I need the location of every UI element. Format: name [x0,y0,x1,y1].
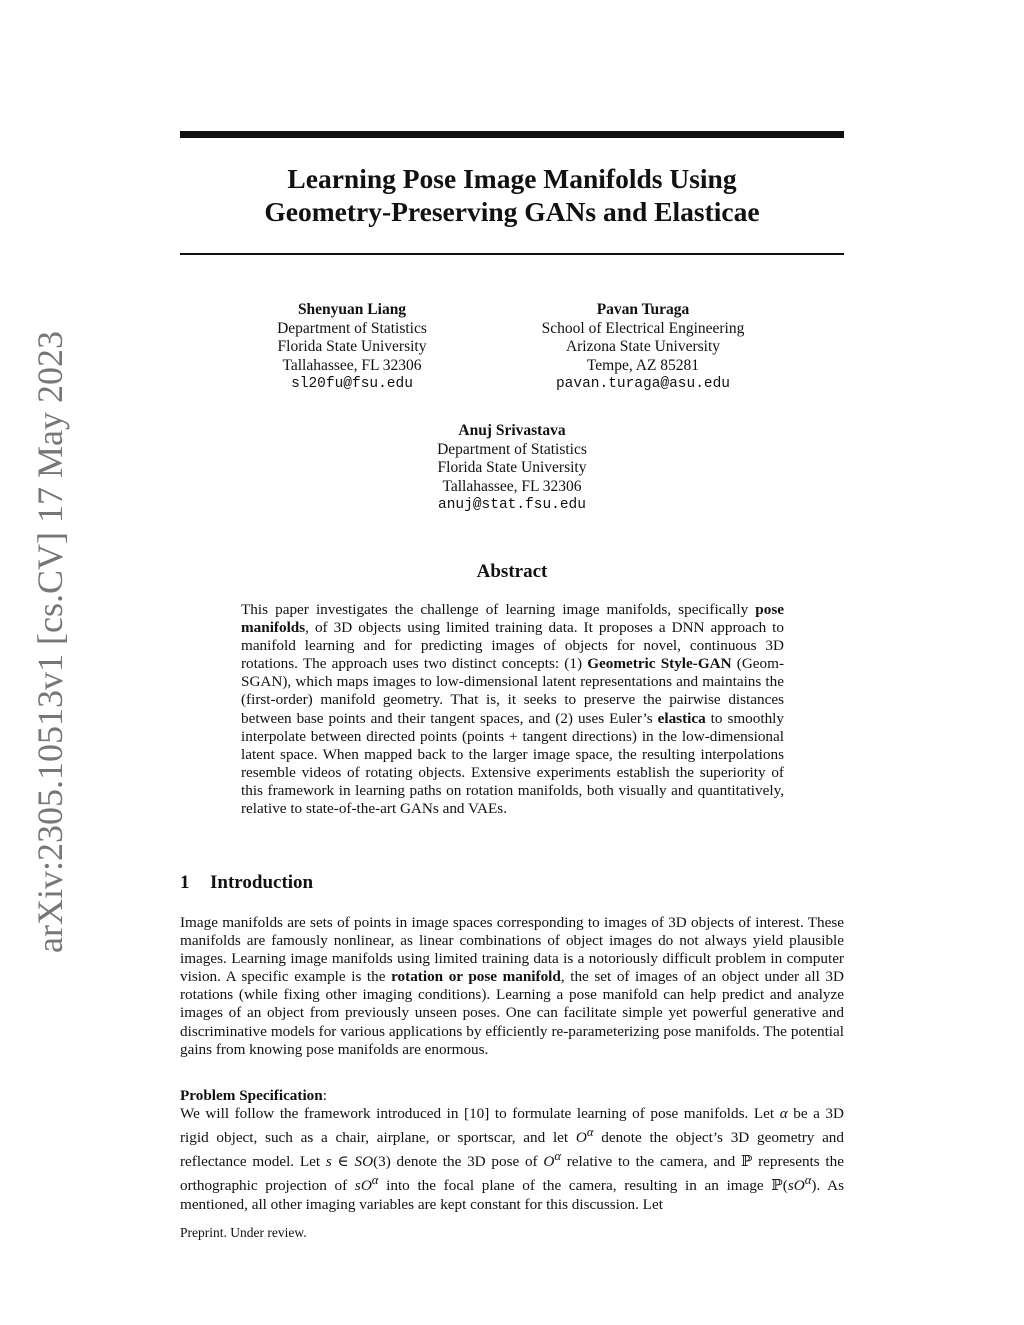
author-email: sl20fu@fsu.edu [291,376,413,392]
math-symbol: O [793,1177,805,1195]
introduction-paragraph [180,914,844,1059]
section-heading-introduction [180,872,313,894]
math-superscript: α [371,1173,379,1188]
paper-title [180,162,844,228]
math-symbol: O [360,1177,372,1195]
problem-heading-text: Problem Specification [180,1087,323,1104]
math-symbol: s [325,1153,332,1171]
author-location: Tallahassee, FL 32306 [442,477,582,495]
math-symbol: s [354,1177,361,1195]
problem-text-segment: (3) denote the 3D pose of [373,1153,544,1171]
problem-text-segment: into the focal plane of the camera, resulting in an image ℙ( [378,1177,788,1195]
abstract-text-segment: This paper investigates the challenge of learning image manifolds, specifically [241,601,756,618]
author-block-3 [392,422,632,515]
author-name: Pavan Turaga [596,301,690,318]
math-symbol: O [543,1153,555,1171]
author-department: Department of Statistics [437,440,587,458]
title-line-1: Learning Pose Image Manifolds Using [287,163,737,194]
author-email: anuj@stat.fsu.edu [438,497,586,513]
abstract-emphasis: elastica [657,709,706,727]
abstract-text-segment: , of 3D objects using limited training data. It proposes a DNN approach to manifold learning and for predicting images of objects for novel, continuous 3D rotations. The approach uses two distinct concepts: (1) [241,619,784,673]
section-title: Introduction [210,872,314,893]
author-department: School of Electrical Engineering [541,319,745,337]
problem-text-segment: denote the object’s 3D geometry and reflectance model. Let [180,1129,844,1171]
problem-specification-paragraph [180,1105,844,1214]
title-rule-top [180,131,844,138]
intro-emphasis: rotation or pose manifold [391,968,561,986]
problem-text-segment: ∈ [331,1153,355,1171]
abstract-text-segment: (Geom-SGAN), which maps images to low-dimensional latent representations and maintains the (first-order) manifold geometry. That is, it seeks to preserve the pairwise distances between base points and their tangent spaces, and (2) uses Euler’s [241,655,785,727]
author-location: Tempe, AZ 85281 [586,356,700,374]
author-institution: Florida State University [277,338,427,355]
author-block-1 [232,301,472,394]
problem-text-segment: ). As mentioned, all other imaging variables are kept constant for this discussion. Let [180,1177,844,1213]
abstract-emphasis: pose manifolds [241,601,784,637]
author-email: pavan.turaga@asu.edu [555,376,731,392]
problem-text-segment: be a 3D rigid object, such as a chair, airplane, or sportscar, and let [180,1105,844,1147]
author-block-2 [512,301,774,394]
problem-text-segment: relative to the camera, and ℙ represents the orthographic projection of [180,1153,844,1195]
math-superscript: α [554,1149,561,1164]
problem-text-segment: We will follow the framework introduced in [10] to formulate learning of pose manifolds. Let [180,1105,780,1122]
math-symbol: O [575,1129,587,1147]
author-name: Shenyuan Liang [297,301,407,318]
math-superscript: α [804,1173,812,1188]
author-department: Department of Statistics [277,319,427,337]
math-superscript: α [586,1125,594,1140]
title-line-2: Geometry-Preserving GANs and Elasticae [264,196,760,227]
math-symbol: SO [354,1153,374,1171]
math-symbol: s [787,1177,794,1195]
title-rule-bottom [180,253,844,255]
abstract-text [241,601,784,818]
intro-text-segment: , the set of images of an object under all 3D rotations (while fixing other imaging conditions). Learning a pose manifold can help predict and analyze images of an object from previously unseen poses. One can facilitate simple yet powerful generative and discriminative models for various applications by efficiently re-parameterizing pose manifolds. The potential gains from knowing pose manifolds are enormous. [180,968,844,1058]
problem-specification-heading [180,1087,327,1105]
footer-note: Preprint. Under review. [180,1225,307,1240]
abstract-heading: Abstract [476,561,548,582]
abstract-text-segment: to smoothly interpolate between directed points (points + tangent directions) in the low-dimensional latent space. When mapped back to the larger image space, the resulting interpolations resemble videos of rotating objects. Extensive experiments establish the superiority of this framework in learning paths on rotation manifolds, both visually and quantitatively, relative to state-of-the-art GANs and VAEs. [241,709,784,818]
intro-text-segment: Image manifolds are sets of points in image spaces corresponding to images of 3D objects of interest. These manifolds are famously nonlinear, as linear combinations of object images do not always yield plausible images. Learning image manifolds using limited training data is a notoriously difficult problem in computer vision. A specific example is the [180,914,844,986]
abstract-emphasis: Geometric Style-GAN [587,655,732,673]
author-location: Tallahassee, FL 32306 [282,356,422,374]
math-symbol: α [779,1105,788,1122]
author-institution: Arizona State University [565,338,721,355]
author-institution: Florida State University [437,459,587,476]
problem-heading-colon: : [322,1087,327,1104]
author-name: Anuj Srivastava [458,422,566,439]
section-number: 1 [180,872,190,893]
arxiv-identifier: arXiv:2305.10513v1 [cs.CV] 17 May 2023 [30,331,70,953]
